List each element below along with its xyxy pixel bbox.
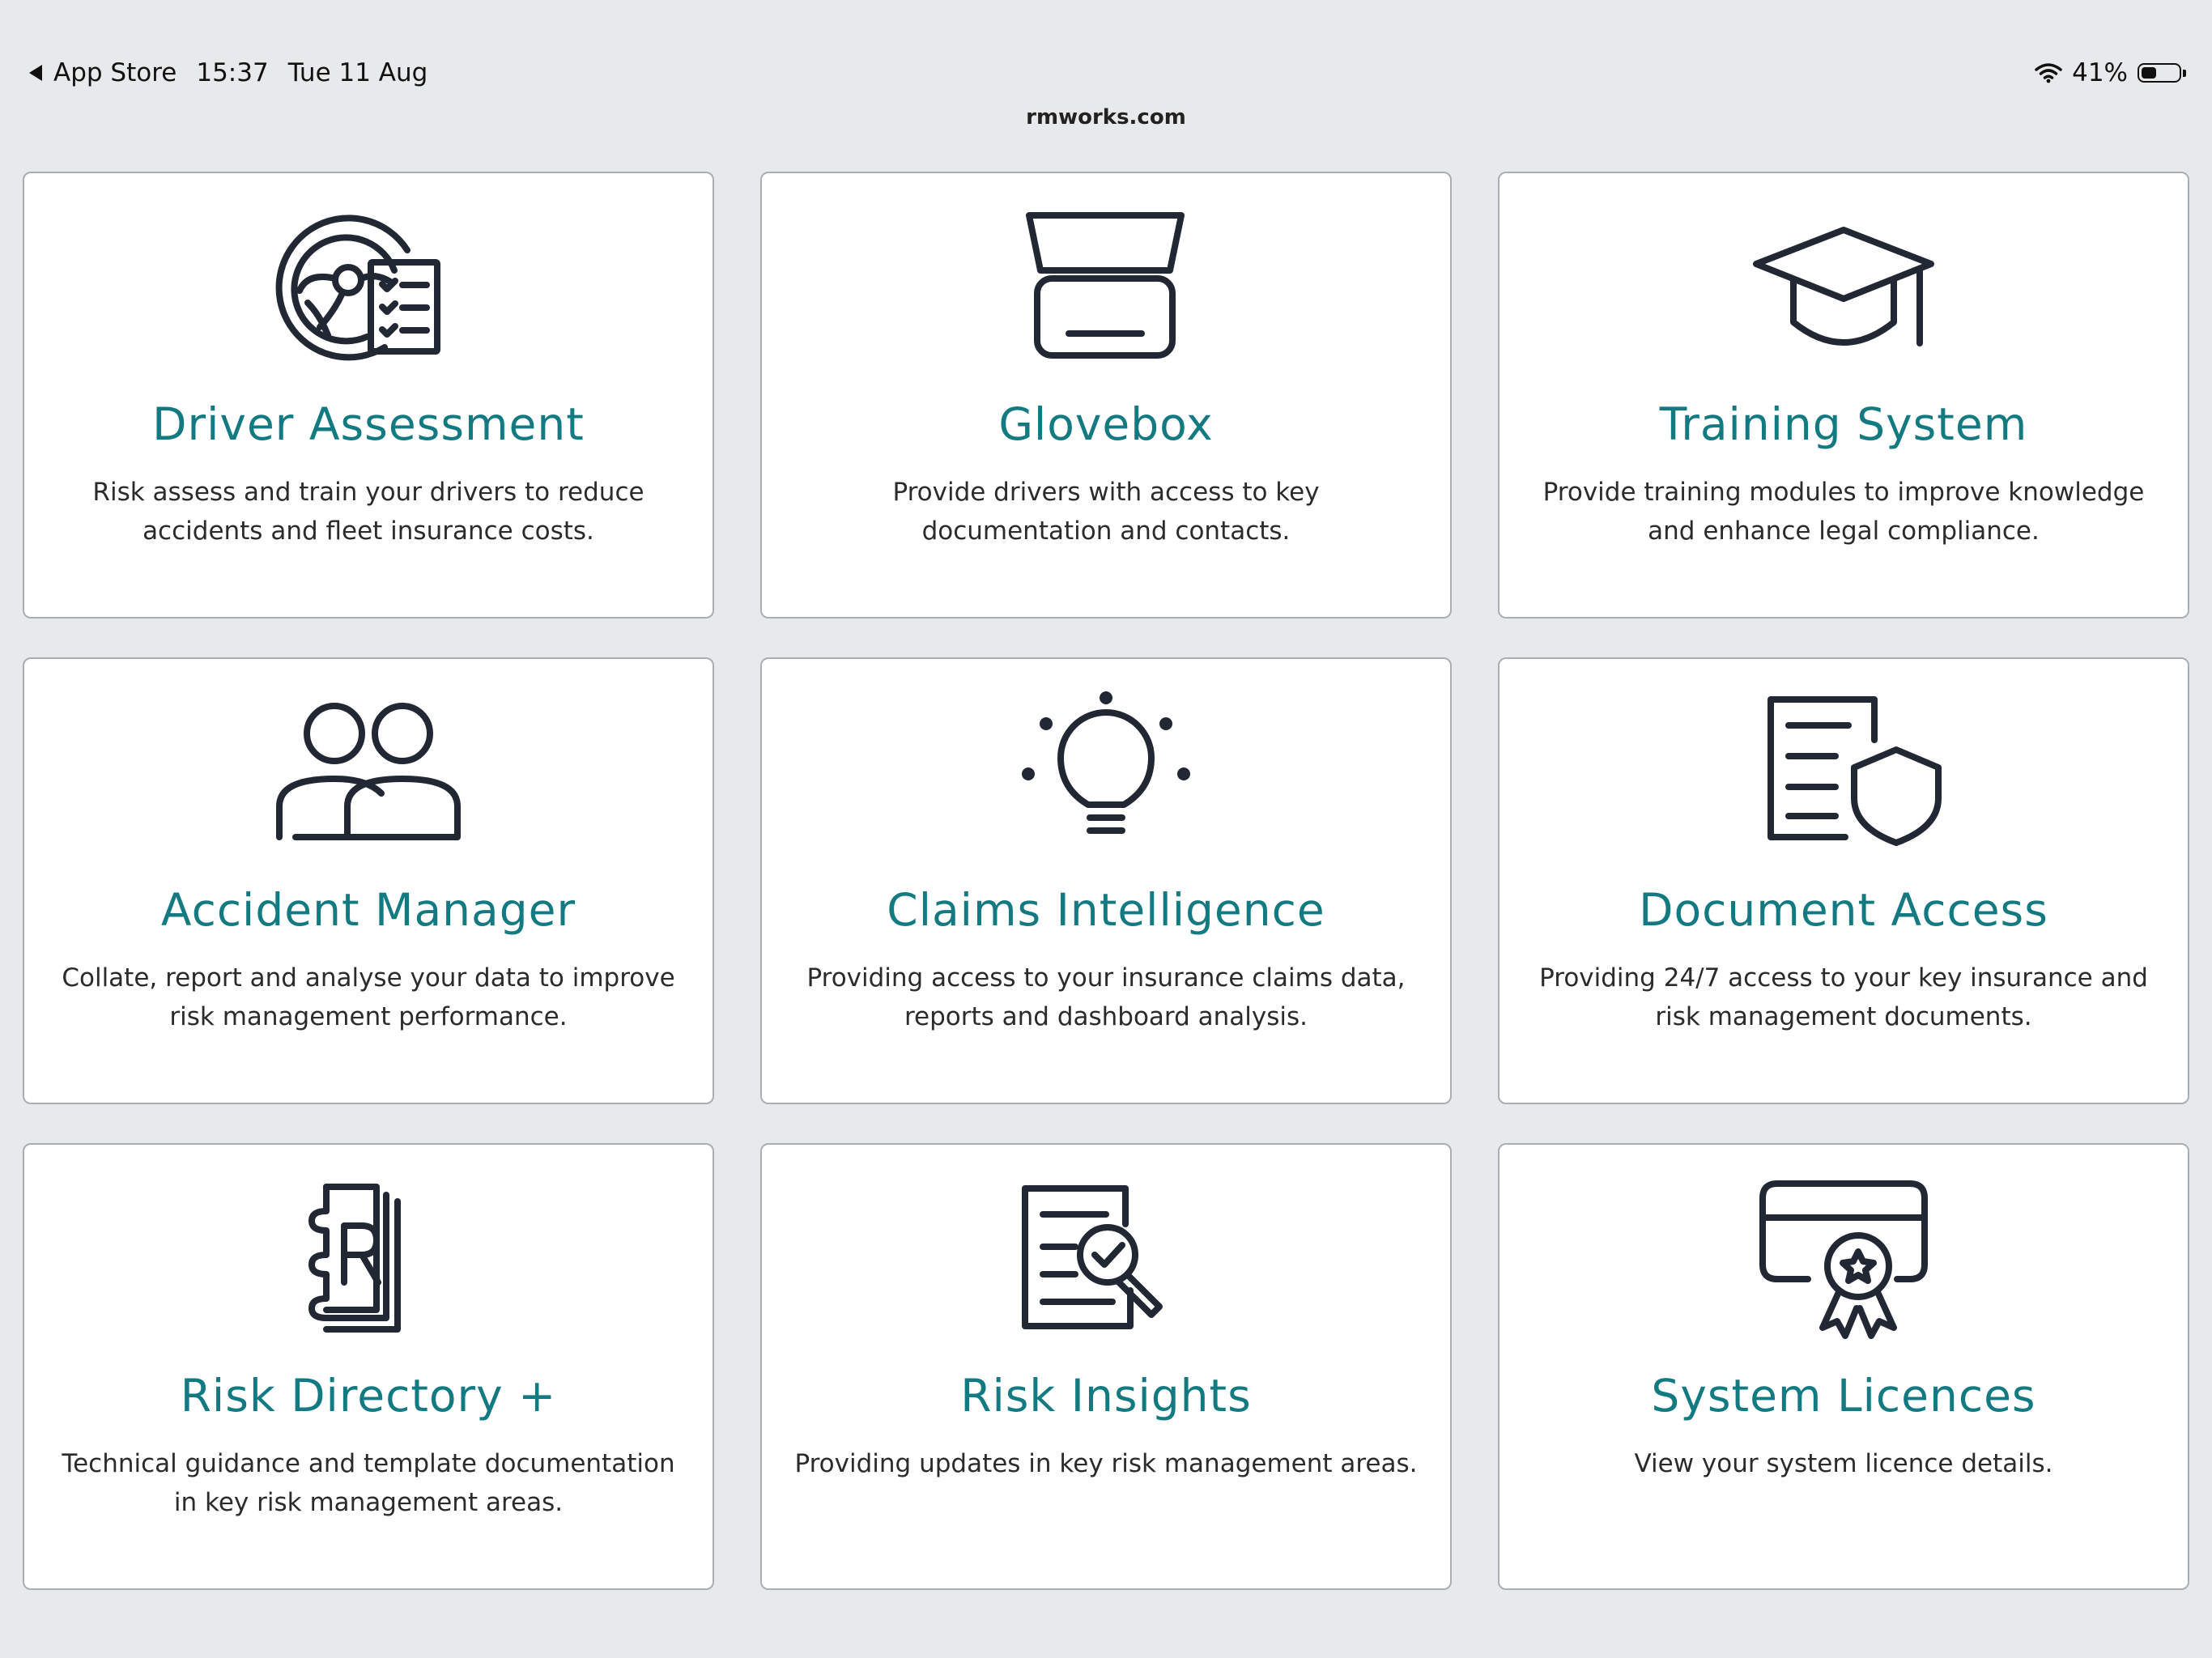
status-date: Tue 11 Aug: [287, 58, 428, 87]
card-title: System Licences: [1651, 1370, 2036, 1422]
card-risk-directory[interactable]: [23, 1143, 714, 1590]
status-bar: [0, 0, 2212, 154]
card-description: Providing access to your insurance claims data, reports and dashboard analysis.: [806, 963, 1406, 1031]
glovebox-icon: [1001, 206, 1211, 368]
back-arrow-icon: [29, 65, 42, 81]
card-title: Claims Intelligence: [887, 884, 1325, 936]
status-indicators: [2035, 58, 2181, 87]
card-description: Provide training modules to improve knowledge and enhance legal compliance.: [1542, 478, 2145, 546]
card-description: Collate, report and analyse your data to improve risk management performance.: [62, 963, 675, 1031]
card-description: Providing updates in key risk management areas.: [794, 1449, 1418, 1478]
status-time: 15:37: [196, 58, 269, 87]
card-description: Risk assess and train your drivers to reduce accidents and fleet insurance costs.: [92, 478, 644, 546]
card-title: Risk Directory +: [180, 1370, 557, 1422]
card-title: Training System: [1659, 398, 2028, 450]
card-description: Technical guidance and template documentation in key risk management areas.: [62, 1449, 675, 1517]
battery-percent: 41%: [2072, 58, 2128, 87]
card-description: Provide drivers with access to key documentation and contacts.: [892, 478, 1320, 546]
card-title: Accident Manager: [160, 884, 576, 936]
wifi-icon: [2035, 62, 2062, 83]
card-description: View your system licence details.: [1634, 1449, 2053, 1478]
steering-wheel-checklist-icon: [263, 206, 474, 368]
certificate-icon: [1738, 1177, 1949, 1339]
lightbulb-icon: [1001, 691, 1211, 853]
document-magnifier-icon: [1001, 1177, 1211, 1339]
card-title: Driver Assessment: [152, 398, 585, 450]
card-training-system[interactable]: [1498, 172, 2189, 619]
card-title: Risk Insights: [960, 1370, 1252, 1422]
url-label[interactable]: rmworks.com: [1026, 105, 1186, 130]
card-accident-manager[interactable]: [23, 657, 714, 1104]
card-description: Providing 24/7 access to your key insurance and risk management documents.: [1539, 963, 2148, 1031]
document-shield-icon: [1738, 691, 1949, 853]
directory-book-icon: [263, 1177, 474, 1339]
battery-icon: [2138, 63, 2181, 83]
card-system-licences[interactable]: [1498, 1143, 2189, 1590]
card-document-access[interactable]: [1498, 657, 2189, 1104]
graduation-cap-icon: [1738, 206, 1949, 368]
card-title: Document Access: [1639, 884, 2048, 936]
card-driver-assessment[interactable]: [23, 172, 714, 619]
card-risk-insights[interactable]: [760, 1143, 1452, 1590]
card-claims-intelligence[interactable]: [760, 657, 1452, 1104]
people-icon: [263, 691, 474, 853]
card-title: Glovebox: [998, 398, 1214, 450]
back-to-app-store[interactable]: [29, 58, 428, 87]
back-label: App Store: [53, 58, 177, 87]
card-glovebox[interactable]: [760, 172, 1452, 619]
module-grid: [23, 172, 2189, 1590]
